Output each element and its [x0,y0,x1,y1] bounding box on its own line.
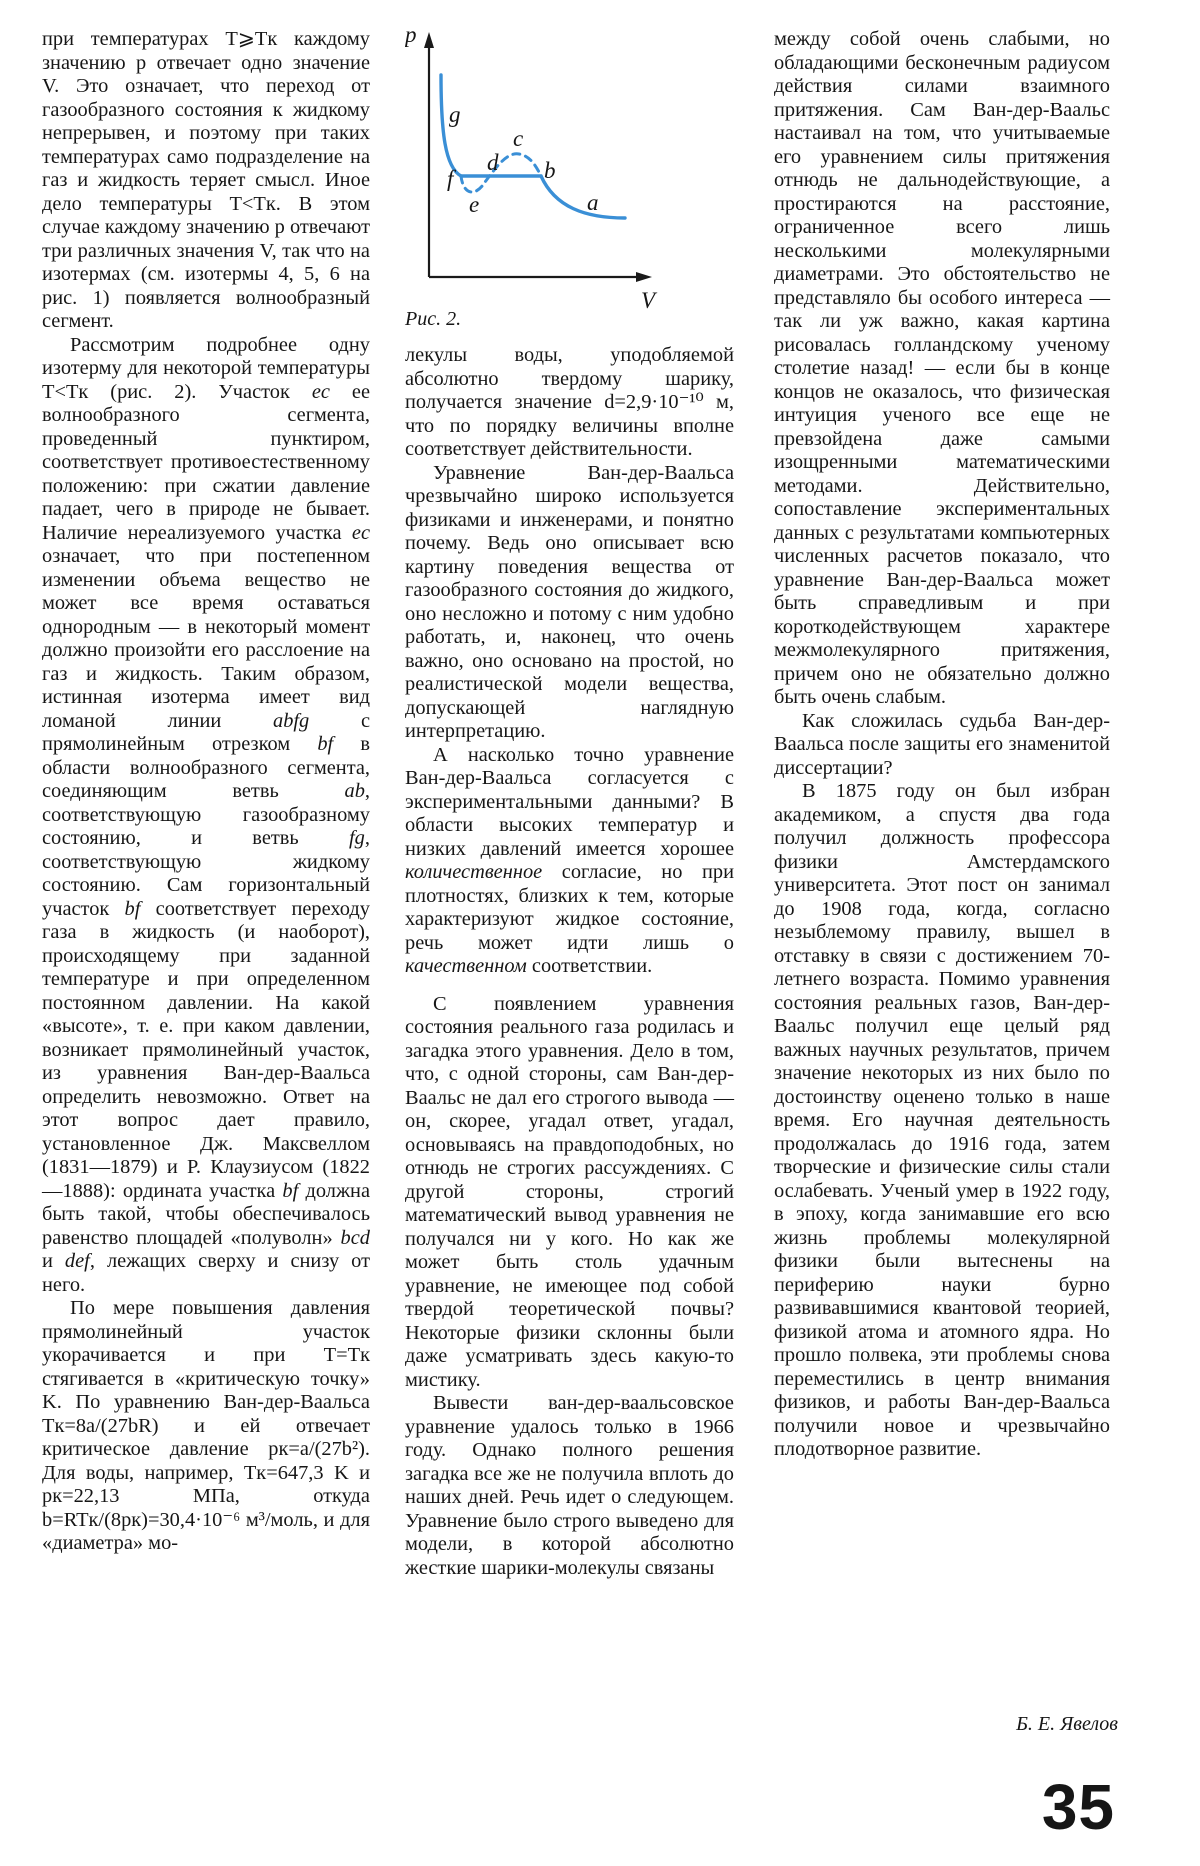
author-signature: Б. Е. Явелов [1016,1713,1118,1735]
isotherm-point-labels [405,22,658,313]
isotherm-wave-dashed [461,154,541,192]
figure-2-isotherm-diagram [405,22,725,322]
figure-axes [424,32,652,282]
axis-v-arrow-icon [636,272,652,282]
axis-p-label: p [405,22,417,47]
point-label-d: d [487,150,499,175]
point-label-b: b [544,158,556,183]
col2-paragraph-2: Уравнение Ван-дер-Ваальса чрезвычайно широко используется физиками и инженерами, и понятно почему. Ведь оно описывает всю картину поведения вещества от газообразного состояния до жидкого, оно несложно и потому с ним удобно работать, и, наконец, что очень важно, оно основано на простой, но реалистической модели вещества, допускающей наглядную интерпретацию. [405,461,734,742]
column-1 [42,28,370,1556]
point-label-c: c [513,126,524,151]
col3-paragraph-2: Как сложилась судьба Ван-дер-Ваальса после защиты его знаменитой диссертации? [774,709,1110,779]
figure-caption: Рис. 2. [405,308,462,330]
col3-paragraph-1: между собой очень слабыми, но обладающими бесконечным радиусом действия силами взаимного притяжения. Сам Ван-дер-Ваальс настаивал на том, что учитываемые его уравнением силы притяжения отнюдь не дальнодействующие, а простираются на расстояние, ограниченное всего лишь несколькими молекулярными диаметрами. Это обстоятельство не представляло бы особого интереса — так ли уж важно, какая картина рисовалась голландскому ученому столетие назад! — если бы в конце концов не оказалось, что физическая интуиция ученого все еще не превзойдена даже самыми изощренными математическими методами. Действительно, сопоставление экспериментальных данных с результатами компьютерных численных расчетов показало, что уравнение Ван-дер-Ваальса может быть справедливым и при короткодействующем характере межмолекулярного притяжения, причем оно не обязательно должно быть очень слабым. [774,28,1110,708]
col2-paragraph-5: Вывести ван-дер-ваальсовское уравнение удалось только в 1966 году. Однако полного решения загадка все же не получила вплоть до наших дней. Речь идет о следующем. Уравнение было строго выведено для модели, в которой абсолютно жесткие шарики-молекулы связаны [405,1392,734,1579]
col2-paragraph-3: А насколько точно уравнение Ван-дер-Ваальса согласуется с экспериментальными данными? В области высоких температур и низких давлений имеется хорошее количественное согласие, но при плотностях, близких к тем, которые характеризуют жидкое состояние, речь может идти лишь о качественном соответствии. [405,743,734,977]
axis-v-label: V [641,288,656,313]
col1-paragraph-1: при температурах T⩾Tк каждому значению p отвечает одно значение V. Это означает, что переход от газообразного состояния к жидкому непрерывен, и поэтому при таких температурах само подразделение на газ и жидкость теряет смысл. Иное дело температуры T<Tк. В этом случае каждому значению p отвечают три различных значения V, так что на изотермах (см. изотермы 4, 5, 6 на рис. 1) появляется волнообразный сегмент. [42,28,371,332]
col2-paragraph-1: лекулы воды, уподобляемой абсолютно твердому шарику, получается значение d=2,9·10⁻¹⁰ м, что по порядку величины вполне соответствует действительности. [405,344,734,460]
page-number: 35 [1041,1771,1115,1843]
column-2 [405,344,734,1580]
col3-paragraph-3: В 1875 году он был избран академиком, а спустя два года получил должность профессора физики Амстердамского университета. Этот пост он занимал до 1908 года, когда, согласно незыблемому правилу, вышел в отставку в связи с достижением 70-летнего возраста. Помимо уравнения состояния реальных газов, Ван-дер-Ваальс получил еще целый ряд важных научных результатов, причем значение некоторых из них было по достоинству оценено только в наше время. Его научная деятельность продолжалась до 1916 года, затем творческие и физические силы стали ослабевать. Ученый умер в 1922 году, в эпоху, когда занимавшие его всю жизнь проблемы молекулярной физики были вытеснены на периферию науки бурно развивавшимися квантовой теорией, физикой атома и атомного ядра. Но прошло полвека, эти проблемы снова переместились в центр внимания физиков, и работы Ван-дер-Ваальса получили новое и чрезвычайно плодотворное развитие. [774,780,1110,1460]
point-label-g: g [449,102,461,127]
col1-paragraph-3: По мере повышения давления прямолинейный участок укорачивается и при T=Tк стягивается в «критическую точку» K. По уравнению Ван-дер-Ваальса Tк=8a/(27bR) и ей отвечает критическое давление pк=a/(27b²). Для воды, например, Tк=647,3 K и pк=22,13 МПа, откуда b=RTк/(8pк)=30,4·10⁻⁶ м³/моль, и для «диаметра» мо- [42,1297,370,1554]
point-label-f: f [447,166,454,191]
col1-paragraph-2: Рассмотрим подробнее одну изотерму для некоторой температуры T<Tк (рис. 2). Участок ec ее волнообразного сегмента, проведенный пунктиром, соответствует противоестественному положению: при сжатии давление падает, чего в природе не бывает. Наличие нереализуемого участка ec означает, что при постепенном изменении объема вещество не может все время оставаться однородным — в некоторый момент должно произойти его расслоение на газ и жидкость. Таким образом, истинная изотерма имеет вид ломаной линии abfg с прямолинейным отрезком bf в области волнообразного сегмента, соединяющим ветвь ab, соответствующую газообразному состоянию, и ветвь fg, соответствующую жидкому состоянию. Сам горизонтальный участок bf соответствует переходу газа в жидкость (и наоборот), происходящему при заданной температуре и при определенном постоянном давлении. На какой «высоте», т. е. при каком давлении, возникает прямолинейный участок, из уравнения Ван-дер-Ваальса определить невозможно. Ответ на этот вопрос дает правило, установленное Дж. Максвеллом (1831—1879) и Р. Клаузиусом (1822—1888): ордината участка bf должна быть такой, чтобы обеспечивалось равенство площадей «полуволн» bcd и def, лежащих сверху и снизу от него. [42,333,370,1296]
axis-p-arrow-icon [424,32,434,48]
point-label-e: e [469,192,480,217]
point-label-a: a [587,190,599,215]
col2-paragraph-4: С появлением уравнения состояния реального газа родилась и загадка этого уравнения. Дело в том, что, с одной стороны, сам Ван-дер-Ваальс не дал его строгого вывода — он, скорее, угадал ответ, угадал, основываясь на правдоподобных, но отнюдь не строгих рассуждениях. С другой стороны, строгий математический вывод уравнения не получался ни у кого. Но как же может быть столь удачным уравнение, не имеющее под собой твердой теоретической почвы? Некоторые физики склонны были даже усматривать здесь какую-то мистику. [405,992,734,1391]
column-3 [774,28,1110,1462]
